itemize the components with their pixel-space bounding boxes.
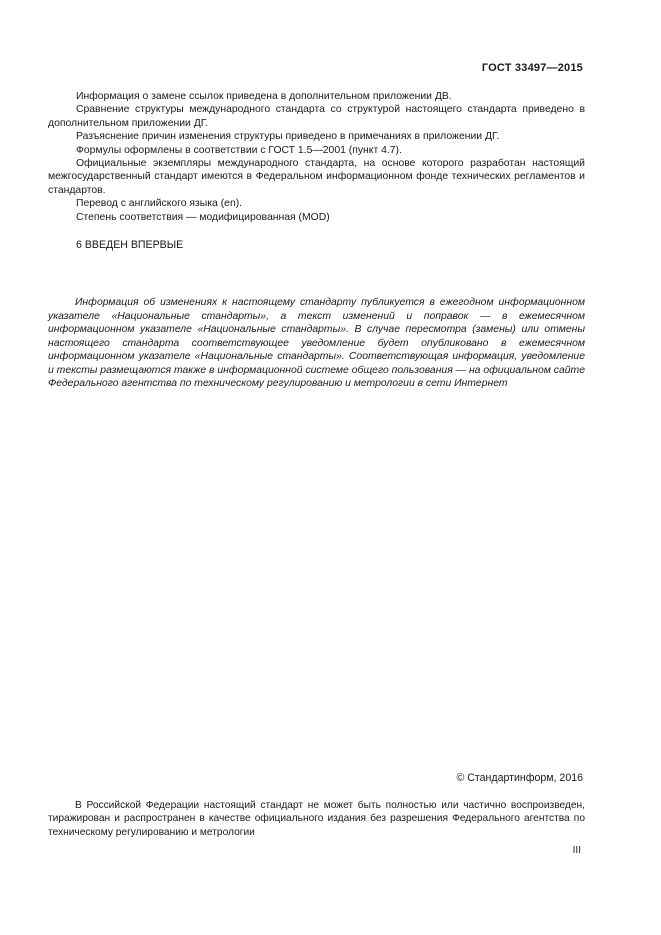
page-number: III: [572, 845, 581, 856]
section-6-heading: 6 ВВЕДЕН ВПЕРВЫЕ: [76, 239, 184, 251]
info-paragraph: Формулы оформлены в соответствии с ГОСТ 1.5—2001 (пункт 4.7).: [76, 144, 402, 156]
info-paragraph: Разъяснение причин изменения структуры приведено в примечаниях в приложении ДГ.: [76, 131, 500, 143]
info-paragraph: Сравнение структуры международного стандарта со структурой настоящего стандарта приведено в дополнительном приложении ДГ.: [48, 104, 585, 129]
info-paragraph: Официальные экземпляры международного стандарта, на основе которого разработан настоящий межгосударственный стандарт имеются в Федеральном информационном фонде технических регламентов и стандартов.: [48, 158, 585, 196]
copyright-line: © Стандартинформ, 2016: [456, 772, 583, 784]
info-paragraph: Степень соответствия — модифицированная (MOD): [76, 211, 330, 223]
reproduction-notice: В Российской Федерации настоящий стандарт не может быть полностью или частично воспроизведен, тиражирован и распространен в качестве официального издания без разрешения Федерального агентства по техническому регулированию и метрологии: [48, 800, 585, 838]
info-paragraph: Перевод с английского языка (en).: [76, 198, 243, 210]
info-paragraph: Информация о замене ссылок приведена в дополнительном приложении ДВ.: [76, 91, 452, 102]
info-block: [48, 90, 585, 224]
document-id-header: ГОСТ 33497—2015: [481, 62, 583, 74]
changes-notice: Информация об изменениях к настоящему стандарту публикуется в ежегодном информационном указателе «Национальные стандарты», а текст изменений и поправок — в ежемесячном информационном указателе «Национальные стандарты». В случае пересмотра (замены) или отмены настоящего стандарта соответствующее уведомление будет опубликовано в ежемесячном информационном указателе «Национальные стандарты». Соответствующая информация, уведомление и тексты размещаются также в информационной системе общего пользования — на официальном сайте Федерального агентства по техническому регулированию и метрологии в сети Интернет: [48, 297, 585, 389]
